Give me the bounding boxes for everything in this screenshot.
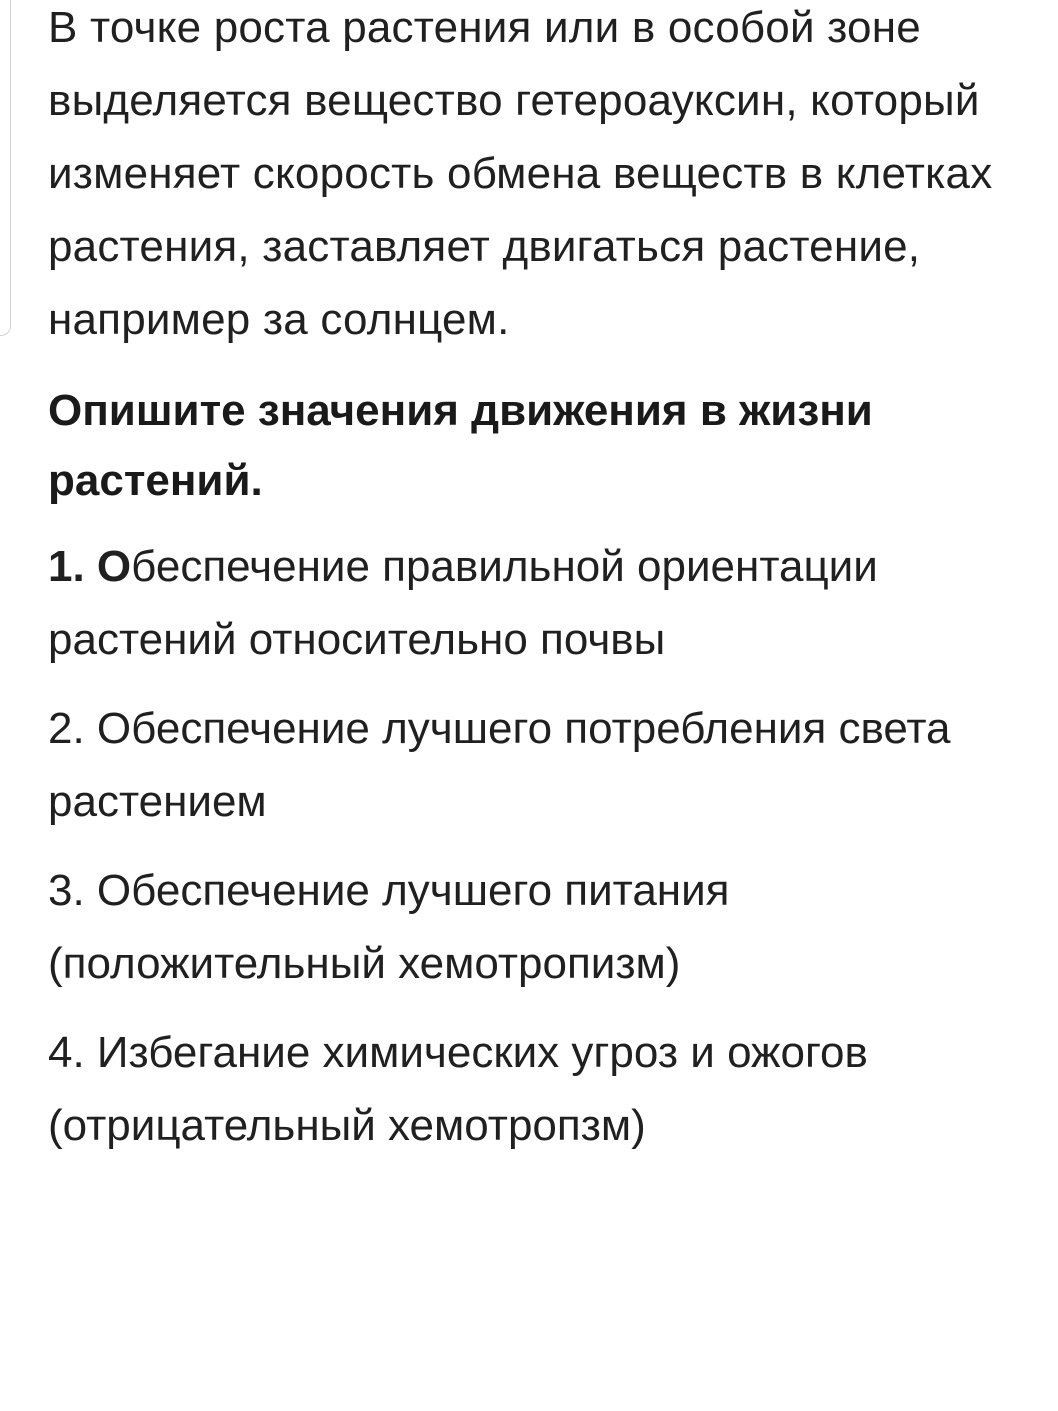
list-item: 4. Избегание химических угроз и ожогов (отрицательный хемотропзм) xyxy=(48,1028,868,1150)
intro-paragraph: В точке роста растения или в особой зоне выделяется вещество гетероауксин, который изменяет скорость обмена веществ в клетках растения, заставляет двигаться растение, например за солнцем. xyxy=(48,3,993,344)
list-item-number: 1. О xyxy=(48,542,132,591)
question-heading: Опишите значения движения в жизни растений. xyxy=(48,386,873,505)
list-item-text: беспечение правильной ориентации растений относительно почвы xyxy=(48,542,878,664)
list-item: 3. Обеспечение лучшего питания (положительный хемотропизм) xyxy=(48,866,730,988)
list-item xyxy=(48,530,1038,676)
scroll-edge-divider xyxy=(0,0,11,336)
answer-content xyxy=(48,0,1038,1162)
list-item: 2. Обеспечение лучшего потребления света растением xyxy=(48,704,951,826)
